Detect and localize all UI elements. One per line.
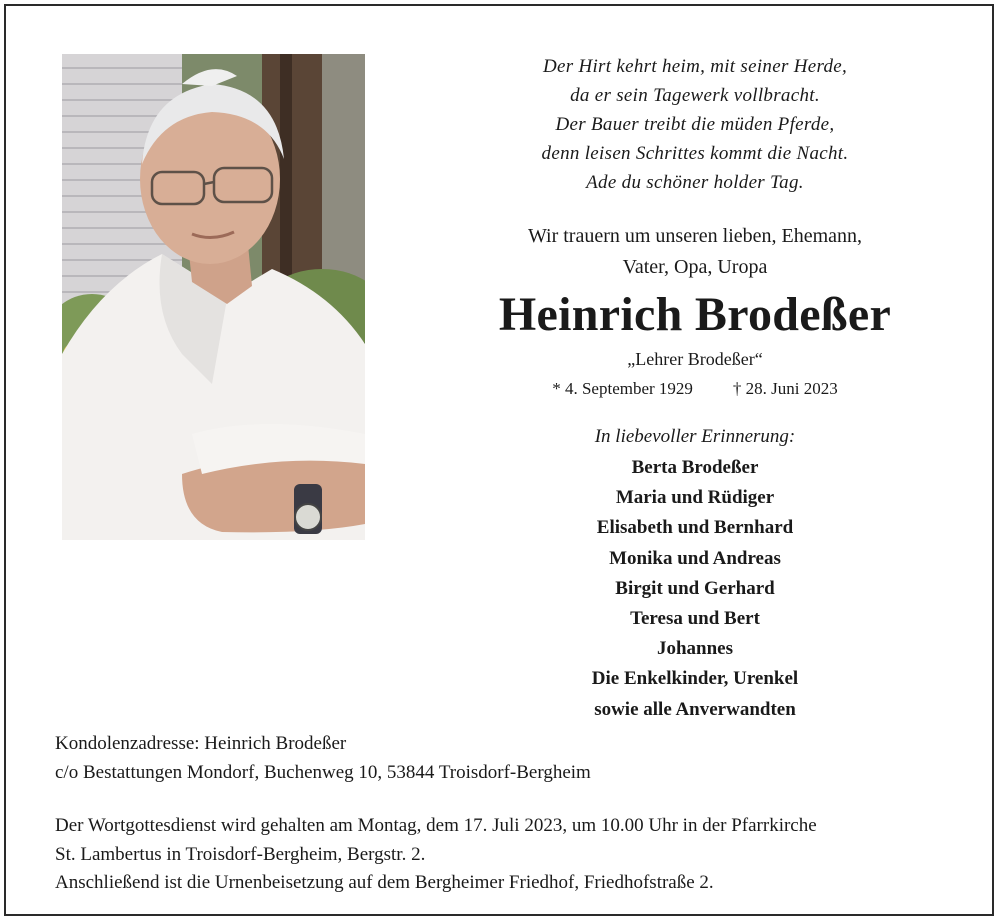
mourners-list xyxy=(440,453,950,725)
poem-line: Ade du schöner holder Tag. xyxy=(586,172,804,193)
poem-line: Der Hirt kehrt heim, mit seiner Herde, xyxy=(542,56,848,77)
condolence-address xyxy=(55,729,955,787)
poem xyxy=(440,52,950,197)
mourner-entry: sowie alle Anverwandten xyxy=(594,698,796,720)
intro-line: Wir trauern um unseren lieben, Ehemann, xyxy=(527,225,863,247)
deceased-nickname: „Lehrer Brodeßer“ xyxy=(627,349,763,369)
portrait-photo xyxy=(62,54,365,540)
address-line: Kondolenzadresse: Heinrich Brodeßer xyxy=(55,733,347,754)
service-line: St. Lambertus in Troisdorf-Bergheim, Bergstr. 2. xyxy=(55,843,426,865)
mourner-entry: Birgit und Gerhard xyxy=(615,577,775,599)
poem-line: Der Bauer treibt die müden Pferde, xyxy=(555,114,835,135)
birth-date: * 4. September 1929 xyxy=(552,379,693,398)
memory-heading: In liebevoller Erinnerung: xyxy=(594,426,796,447)
life-dates xyxy=(440,377,950,401)
service-line: Anschließend ist die Urnenbeisetzung auf dem Bergheimer Friedhof, Friedhofstraße 2. xyxy=(55,872,714,893)
deceased-name: Heinrich Brodeßer xyxy=(498,288,892,341)
mourner-entry: Monika und Andreas xyxy=(609,547,781,569)
mourner-entry: Berta Brodeßer xyxy=(631,457,759,478)
mourner-entry: Elisabeth und Bernhard xyxy=(596,517,794,539)
address-line: c/o Bestattungen Mondorf, Buchenweg 10, 53844 Troisdorf-Bergheim xyxy=(55,762,591,783)
poem-line: denn leisen Schrittes kommt die Nacht. xyxy=(541,143,849,164)
mourning-intro xyxy=(440,221,950,283)
mourner-entry: Johannes xyxy=(656,638,734,660)
intro-line: Vater, Opa, Uropa xyxy=(622,256,768,278)
mourner-entry: Teresa und Bert xyxy=(630,608,760,630)
mourner-entry: Die Enkelkinder, Urenkel xyxy=(591,668,799,690)
service-info xyxy=(55,812,965,898)
death-date: † 28. Juni 2023 xyxy=(732,379,838,398)
mourner-entry: Maria und Rüdiger xyxy=(615,487,775,509)
service-line: Der Wortgottesdienst wird gehalten am Montag, dem 17. Juli 2023, um 10.00 Uhr in der Pfarrkirche xyxy=(55,815,817,836)
poem-line: da er sein Tagewerk vollbracht. xyxy=(570,85,820,106)
